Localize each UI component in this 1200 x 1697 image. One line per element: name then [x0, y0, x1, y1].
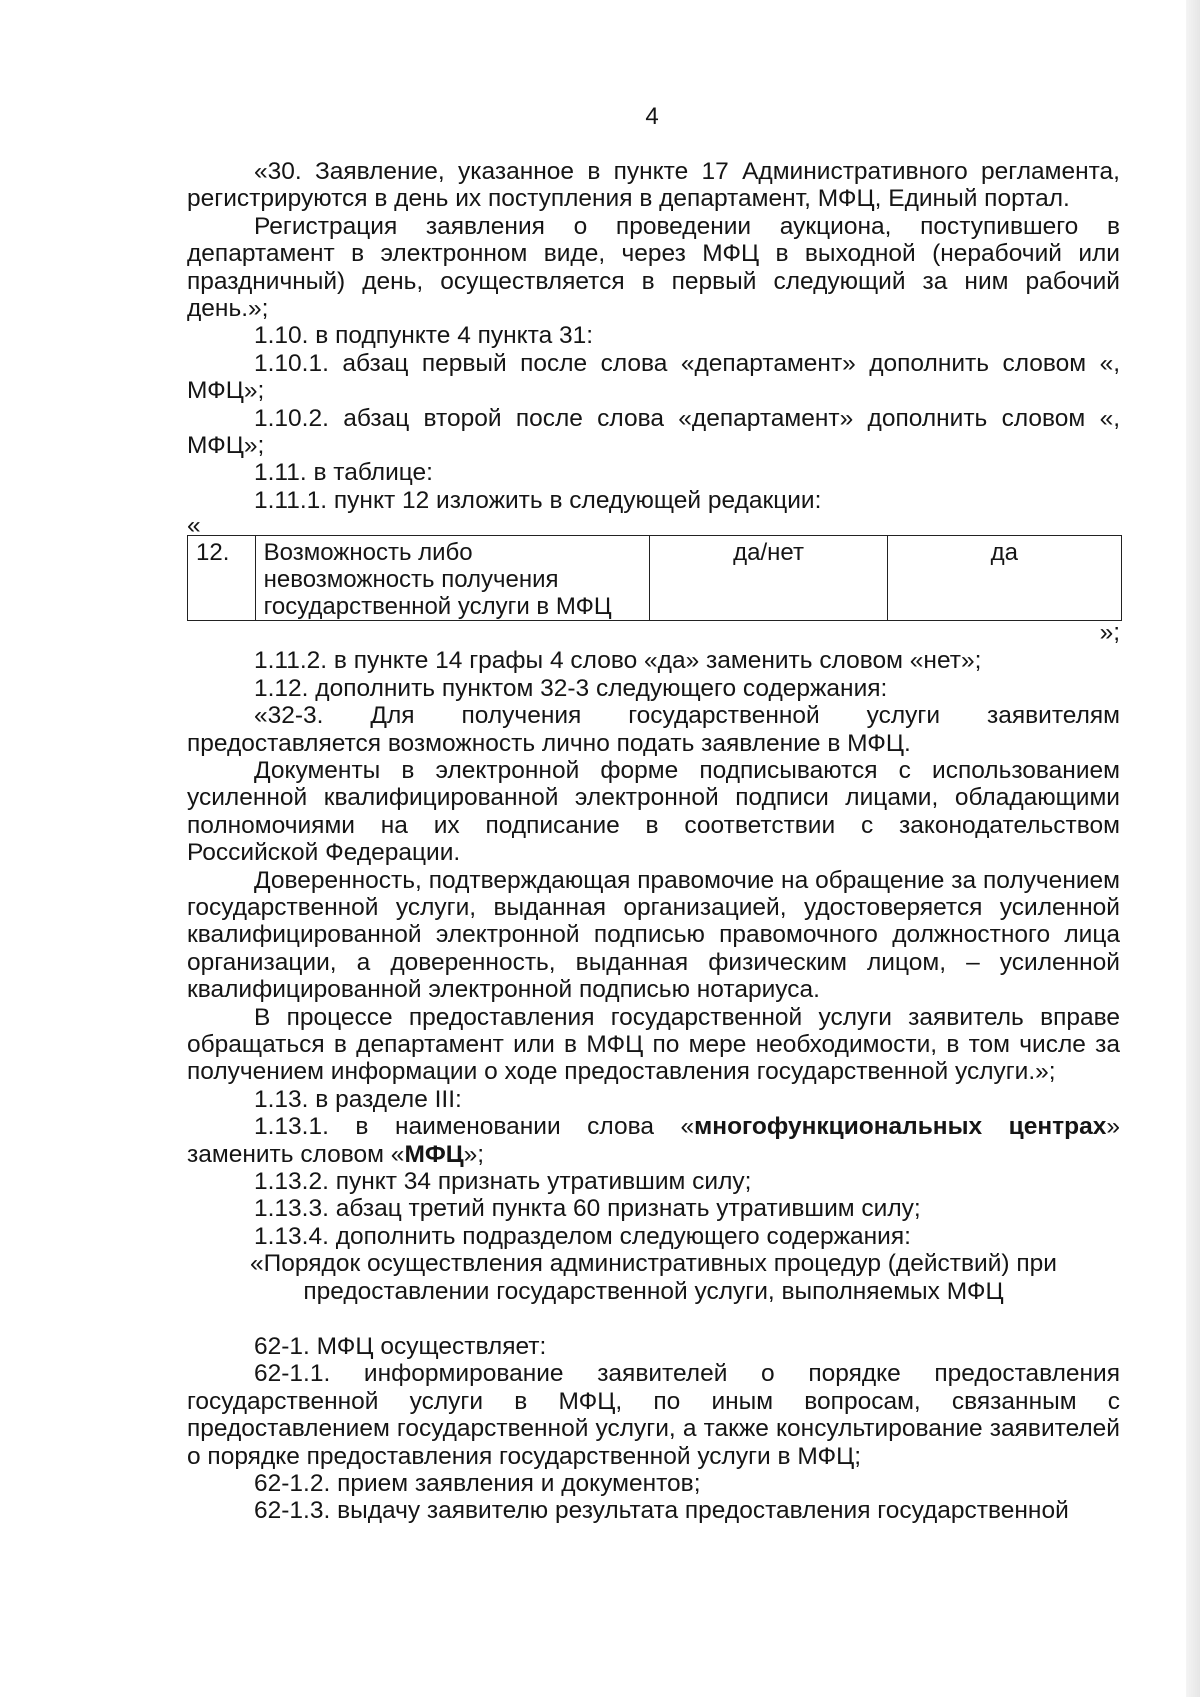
- paragraph-registration: Регистрация заявления о проведении аукциона, поступившего в департамент в электронном виде, через МФЦ в выходной (нерабочий или праздничный) день, осуществляется в первый следующий за ним рабочий день.»;: [187, 212, 1120, 323]
- paragraph-30: «30. Заявление, указанное в пункте 17 Административного регламента, регистрируются в день их поступления в департамент, МФЦ, Единый портал.: [187, 158, 1120, 213]
- paragraph-process: В процессе предоставления государственной услуги заявитель вправе обращаться в департамент или в МФЦ по мере необходимости, в том числе за получением информации о ходе предоставления государственной услуги.»;: [187, 1003, 1120, 1086]
- paragraph-62-1: 62-1. МФЦ осуществляет:: [254, 1333, 547, 1361]
- amendment-middle: » заменить словом «: [187, 1113, 1121, 1168]
- paragraph-1-13-4: 1.13.4. дополнить подразделом следующего содержания:: [254, 1222, 911, 1250]
- table-close-quote: »;: [1099, 619, 1120, 647]
- table-cell-value: да: [887, 536, 1121, 621]
- table-row: [188, 536, 1122, 621]
- paragraph-1-13-2: 1.13.2. пункт 34 признать утратившим силу;: [254, 1168, 752, 1195]
- table-open-quote: «: [187, 512, 201, 540]
- amendment-old-words: многофункциональных центрах: [694, 1113, 1107, 1141]
- paragraph-1-13-3: 1.13.3. абзац третий пункта 60 признать утратившим силу;: [254, 1195, 921, 1223]
- paragraph-1-11: 1.11. в таблице:: [254, 459, 433, 487]
- paragraph-1-10-2: 1.10.2. абзац второй после слова «департамент» дополнить словом «, МФЦ»;: [187, 404, 1120, 460]
- amendment-table: [187, 535, 1122, 621]
- paragraph-1-11-2: 1.11.2. в пункте 14 графы 4 слово «да» заменить словом «нет»;: [254, 647, 982, 675]
- table-cell-name: Возможность либо невозможность получения государственной услуги в МФЦ: [255, 536, 650, 621]
- subsection-heading-line-2: предоставлении государственной услуги, выполняемых МФЦ: [303, 1277, 1004, 1305]
- amendment-new-word: МФЦ: [404, 1140, 464, 1168]
- paragraph-1-13: 1.13. в разделе III:: [254, 1085, 462, 1113]
- paragraph-power-of-attorney: Доверенность, подтверждающая правомочие на обращение за получением государственной услуги, выданная организацией, удостоверяется усиленной квалифицированной электронной подписью правомочного должностного лица организации, а доверенность, выданная физическим лицом, – усиленной квалифицированной электронной подписью нотариуса.: [187, 866, 1120, 1004]
- table-cell-number: 12.: [188, 536, 256, 621]
- paragraph-1-13-1: [187, 1113, 1120, 1168]
- scan-edge: [1186, 0, 1200, 1697]
- paragraph-62-1-3: 62-1.3. выдачу заявителю результата предоставления государственной: [254, 1497, 1069, 1525]
- paragraph-1-11-1: 1.11.1. пункт 12 изложить в следующей редакции:: [254, 486, 822, 514]
- paragraph-1-12: 1.12. дополнить пунктом 32-3 следующего содержания:: [254, 674, 888, 702]
- paragraph-1-10-1: 1.10.1. абзац первый после слова «департамент» дополнить словом «, МФЦ»;: [187, 349, 1120, 405]
- paragraph-1-10: 1.10. в подпункте 4 пункта 31:: [254, 322, 594, 350]
- page-number: 4: [645, 103, 659, 130]
- paragraph-62-1-1: 62-1.1. информирование заявителей о порядке предоставления государственной услуги в МФЦ, по иным вопросам, связанным с предоставлением государственной услуги, а также консультирование заявителей о порядке предоставления государственной услуги в МФЦ;: [187, 1360, 1120, 1470]
- paragraph-documents: Документы в электронной форме подписываются с использованием усиленной квалифицированной электронной подписи лицами, обладающими полномочиями на их подписание в соответствии с законодательством Российской Федерации.: [187, 756, 1120, 867]
- amendment-suffix: »;: [463, 1140, 485, 1168]
- amendment-prefix: 1.13.1. в наименовании слова «: [254, 1113, 695, 1141]
- paragraph-32-3: «32-3. Для получения государственной услуги заявителям предоставляется возможность лично подать заявление в МФЦ.: [187, 702, 1120, 757]
- subsection-heading-line-1: «Порядок осуществления административных процедур (действий) при: [250, 1250, 1057, 1278]
- table-cell-unit: да/нет: [650, 536, 887, 621]
- paragraph-62-1-2: 62-1.2. прием заявления и документов;: [254, 1470, 701, 1498]
- document-body: [187, 158, 1120, 1525]
- heading-gap: [187, 1305, 1120, 1333]
